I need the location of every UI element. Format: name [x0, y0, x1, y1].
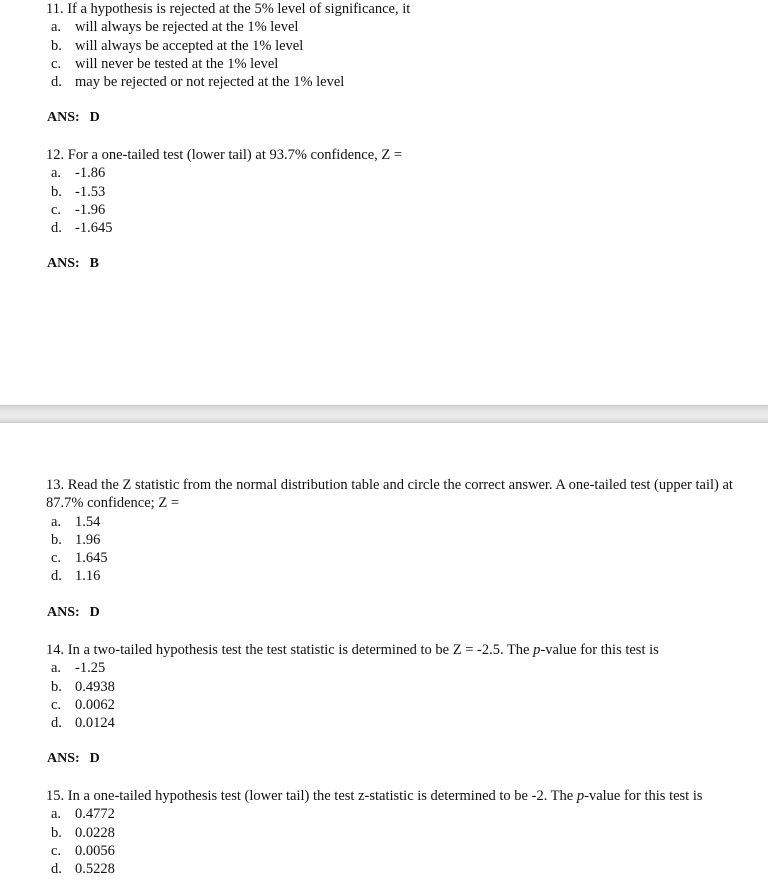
option-b: b. 1.96	[51, 531, 101, 548]
question-stem: 12. For a one-tailed test (lower tail) at 93.7% confidence, Z =	[46, 147, 403, 163]
option-b: b. 0.4938	[51, 678, 115, 695]
option-d: d. 1.16	[51, 568, 101, 585]
option-d: d. may be rejected or not rejected at the 1% level	[51, 74, 345, 91]
option-d: d. 0.0124	[51, 715, 115, 732]
option-c: c. -1.96	[51, 201, 106, 218]
option-a: a. 1.54	[51, 513, 101, 530]
question-stem: 14. In a two-tailed hypothesis test the test statistic is determined to be Z = -2.5. The p-value for this test is	[46, 642, 659, 658]
question-15	[46, 787, 703, 878]
option-c: c. 0.0056	[51, 842, 115, 859]
option-b: b. will always be accepted at the 1% level	[51, 37, 304, 54]
page-separator	[0, 405, 768, 423]
option-a: a. will always be rejected at the 1% level	[51, 19, 299, 36]
option-d: d. -1.645	[51, 220, 113, 237]
answer-11: ANS: D	[47, 110, 100, 125]
option-a: a. 0.4772	[51, 806, 115, 823]
option-d: d. 0.5228	[51, 861, 115, 878]
answer-14: ANS: D	[47, 751, 100, 766]
answer-13: ANS: D	[47, 605, 100, 620]
question-13	[46, 476, 766, 586]
question-11	[46, 0, 410, 91]
question-14	[46, 641, 659, 732]
answer-12: ANS: B	[47, 256, 100, 271]
option-c: c. 0.0062	[51, 696, 115, 713]
question-stem: 13. Read the Z statistic from the normal distribution table and circle the correct answer. A one-tailed test (upper tail) at 87.7% confidence; Z =	[46, 477, 733, 512]
option-a: a. -1.86	[51, 165, 106, 182]
option-c: c. 1.645	[51, 550, 108, 567]
question-12	[46, 146, 402, 237]
option-a: a. -1.25	[51, 660, 106, 677]
question-stem: 15. In a one-tailed hypothesis test (lower tail) the test z-statistic is determined to be -2. The p-value for this test is	[46, 788, 703, 804]
option-b: b. -1.53	[51, 183, 106, 200]
option-c: c. will never be tested at the 1% level	[51, 55, 279, 72]
page-2	[0, 423, 768, 895]
page-1	[0, 0, 768, 405]
option-b: b. 0.0228	[51, 824, 115, 841]
question-stem: 11. If a hypothesis is rejected at the 5% level of significance, it	[46, 1, 411, 17]
